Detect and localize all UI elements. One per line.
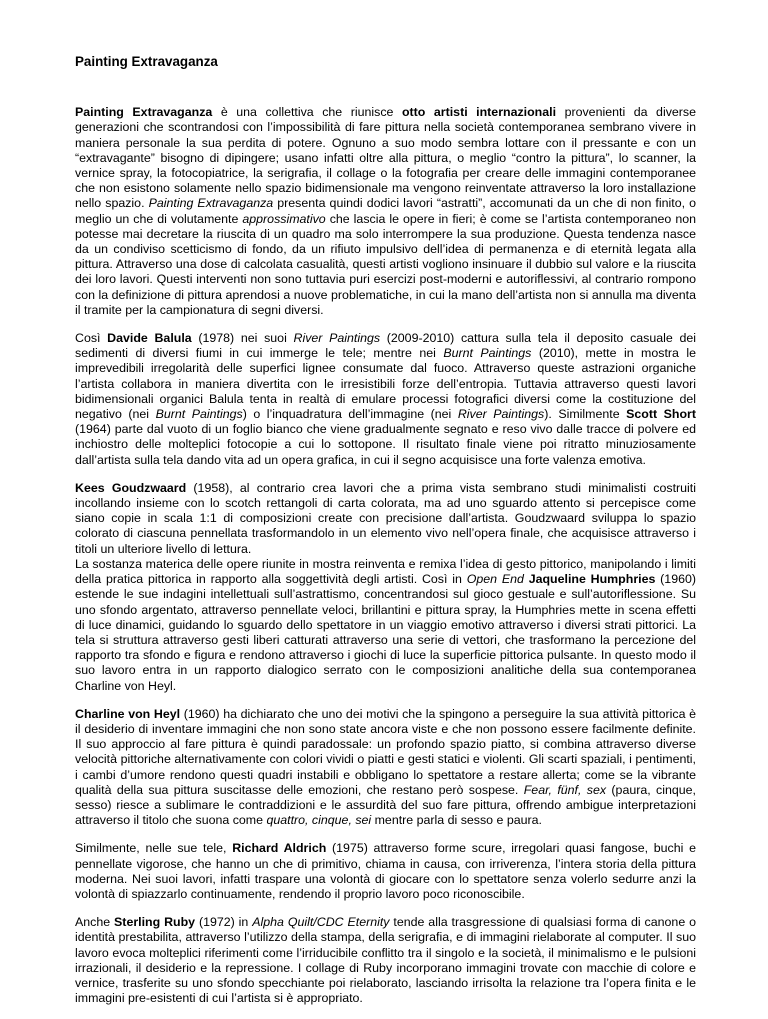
italic-text: Alpha Quilt/CDC Eternity: [252, 915, 390, 930]
text-run: Similmente, nelle sue tele,: [75, 841, 233, 856]
text-run: provenienti da diverse generazioni che scontrandosi con l’impossibilità di fare pittura nella società contemporanea sembrano vivere in maniera personale la sua perdita di potere. Ognuno a suo modo sembra lottare con il pressante e con un “extravagante” bisogno di dipingere; usano infatti oltre alla pittura, o meglio “contro la pittura”, lo scanner, la vernice spray, la fotocopiatrice, la serigrafia, il collage o la fotografia per creare delle immagini contemporanee che non esistono solamente nello spazio bidimensionale ma vengono reinventate attraverso la loro installazione nello spazio.: [75, 105, 696, 211]
text-run: (2009-2010) cattura sulla tela il deposito casuale dei sedimenti di diversi fiumi in cui immerge le tele; mentre nei: [75, 331, 697, 361]
text-run: (1964) parte dal vuoto di un foglio bianco che viene gradualmente segnato e reso vivo dalle tracce di polvere ed inchiostro delle molteplici fotocopie a cui lo sottopone. Il risultato finale viene poi ritratto minuziosamente dall’artista sulla tela dando vita ad un opera grafica, in cui il segno acquisisce una forte valenza emotiva.: [75, 422, 696, 467]
text-run: (paura, cinque, sesso) riesce a sublimare le contraddizioni e le assurdità del suo fare pittura, offrendo ambigue interpretazioni attraverso il titolo che suona come: [75, 782, 696, 828]
paragraph-ruby: [75, 915, 696, 1006]
bold-text: Painting Extravaganza: [75, 105, 213, 120]
paragraph-balula-short: [75, 331, 696, 468]
text-run: (1978) nei suoi: [191, 331, 294, 346]
document-title: Painting Extravaganza: [75, 54, 218, 69]
bold-text: Kees Goudzwaard: [75, 480, 187, 495]
bold-text: Jaqueline Humphries: [528, 572, 656, 587]
text-run: ) o l’inquadratura dell’immagine (nei: [242, 407, 458, 422]
bold-text: Charline von Heyl: [75, 706, 181, 721]
paragraph-aldrich: [75, 841, 696, 902]
text-run: mentre parla di sesso e paura.: [371, 813, 542, 828]
italic-text: Burnt Paintings: [155, 407, 243, 422]
text-run: (1975) attraverso forme scure, irregolari quasi fangose, buchi e pennellate vigorose, che hanno un che di primitivo, chiama in causa, con irriverenza, l’intera storia della pittura moderna. Nei suoi lavori, infatti traspare una volontà di giocare con lo spettatore senza volerlo sedurre anzi la volontà di spiazzarlo continuamente, rendendo il proprio lavoro poco riconoscibile.: [75, 841, 696, 901]
paragraph-goudzwaard: [75, 481, 696, 557]
text-run: (1960) ha dichiarato che uno dei motivi che la spingono a perseguire la sua attività pittorica è il desiderio di inventare immagini che non sono state ancora viste e che non possono essere facilmente definite. Il suo approccio al fare pittura è quindi paradossale: un profondo spazio piatto, si combina attraverso diverse velocità pittoriche alternativamente con colori vividi o piatti e gesti statici e violenti. Gli scarti spaziali, i pentimenti, i cambi d’umore rendono questi quadri instabili e obbligano lo spettatore a restare allerta; come se la vibrante qualità della sua pittura suscitasse delle emozioni, che restano però sospese.: [75, 706, 696, 797]
text-run: Anche: [75, 915, 115, 930]
text-run: presenta quindi dodici lavori “astratti”, accomunati da un che di non finito, o meglio un che di volutamente: [75, 196, 696, 226]
text-run: La sostanza materica delle opere riunite in mostra reinventa e remixa l’idea di gesto pittorico, manipolando i limiti della pratica pittorica in rapporto alla soggettività degli artisti. Così in: [75, 556, 696, 587]
text-run: è una collettiva che riunisce: [212, 105, 402, 120]
bold-text: Sterling Ruby: [114, 915, 196, 930]
text-run: che lascia le opere in fieri; è come se l’artista contemporaneo non potesse mai decretare la riuscita di un quadro ma solo interrompere la sua produzione. Questa tendenza nasce da un condiviso scetticismo di fondo, da un rifiuto impulsivo dell’idea di permanenza e di eternità legata alla pittura. Attraverso una dose di calcolata casualità, questi artisti vogliono insinuare il dubbio sul valore e la riuscita dei loro lavori. Questi interventi non sono tuttavia puri esercizi post-moderni e autoriflessivi, al contrario rompono con la definizione di pittura aprendosi a nuove problematiche, in cui la mano dell’artista non si annulla ma diventa il tramite per la campionatura di segni diversi.: [75, 211, 696, 317]
text-run: ). Similmente: [544, 407, 627, 422]
paragraph-intro: [75, 105, 696, 318]
text-run: (1960) estende le sue indagini intellettuali sull’astrattismo, concentrandosi sul gioco gestuale e sull’autoriflessione. Su uno sfondo argentato, attraverso pennellate veloci, brillantini e pittura spray, la Humphries mette in scena effetti di luce dinamici, guidando lo sguardo dello spettatore in un viaggio emotivo attraverso i diversi strati pittorici. La tela si struttura attraverso gesti liberi catturati attraverso una serie di vettori, che trasformano la percezione del rapporto tra sfondo e figura e rendono attraverso i giochi di luce la superficie pittorica pulsante. In questo modo il suo lavoro entra in un rapporto dialogico serrato con le composizioni analitiche della sua contemporanea Charline von Heyl.: [75, 572, 696, 693]
italic-text: River Paintings: [293, 331, 381, 346]
italic-text: quattro, cinque, sei: [266, 813, 372, 828]
italic-text: Open End: [466, 572, 524, 587]
document-page: [75, 54, 696, 1019]
text-run: (2010), mette in mostra le imprevedibili irregolarità delle superfici lignee consumate dal fuoco. Attraverso queste astrazioni organiche l’artista collabora in maniera divertita con le irresistibili forze dell’entropia. Tuttavia attraverso questi lavori bidimensionali organici Balula tenta in realtà di emulare processi fotografici diversi come la costituzione del negativo (nei: [75, 346, 696, 422]
paragraph-von-heyl: [75, 707, 696, 829]
bold-text: Davide Balula: [107, 331, 192, 346]
italic-text: approssimativo: [242, 211, 326, 226]
bold-text: Richard Aldrich: [232, 841, 327, 856]
text-run: (1972) in: [195, 915, 253, 930]
text-run: (1958), al contrario crea lavori che a prima vista sembrano studi minimalisti costruiti incollando insieme con lo scotch rettangoli di carta colorata, ma ad uno sguardo attento si percepisce come siano copie in scala 1:1 di composizioni create con precisione dall’artista. Goudzwaard sviluppa lo spazio colorato di ciascuna pennellata trasformandolo in un elemento vivo nell’opera finale, che acquisisce attraverso i titoli un ulteriore livello di lettura.: [75, 480, 696, 556]
italic-text: Painting Extravaganza: [148, 196, 274, 211]
text-run: tende alla trasgressione di qualsiasi forma di canone o identità prestabilita, attraverso l’utilizzo della stampa, della serigrafia, e di immagini rielaborate al computer. Il suo lavoro evoca molteplici riferimenti come l’irriducibile conflitto tra il singolo e la società, il minimalismo e le pulsioni irrazionali, il desiderio e la repressione. I collage di Ruby incorporano immagini trovate con macchie di colore e vernice, trasferite su uno sfondo specchiante poi rielaborato, lasciando irrisolta la relazione tra l’opera finita e le immagini pre-esistenti di cui l’artista si è appropriato.: [75, 915, 697, 1006]
italic-text: Burnt Paintings: [443, 346, 532, 361]
italic-text: Fear, fünf, sex: [523, 782, 607, 797]
bold-text: otto artisti internazionali: [401, 105, 557, 120]
paragraph-humphries: [75, 557, 696, 694]
text-run: Così: [75, 331, 108, 346]
bold-text: Scott Short: [626, 407, 696, 422]
italic-text: River Paintings: [457, 407, 545, 422]
